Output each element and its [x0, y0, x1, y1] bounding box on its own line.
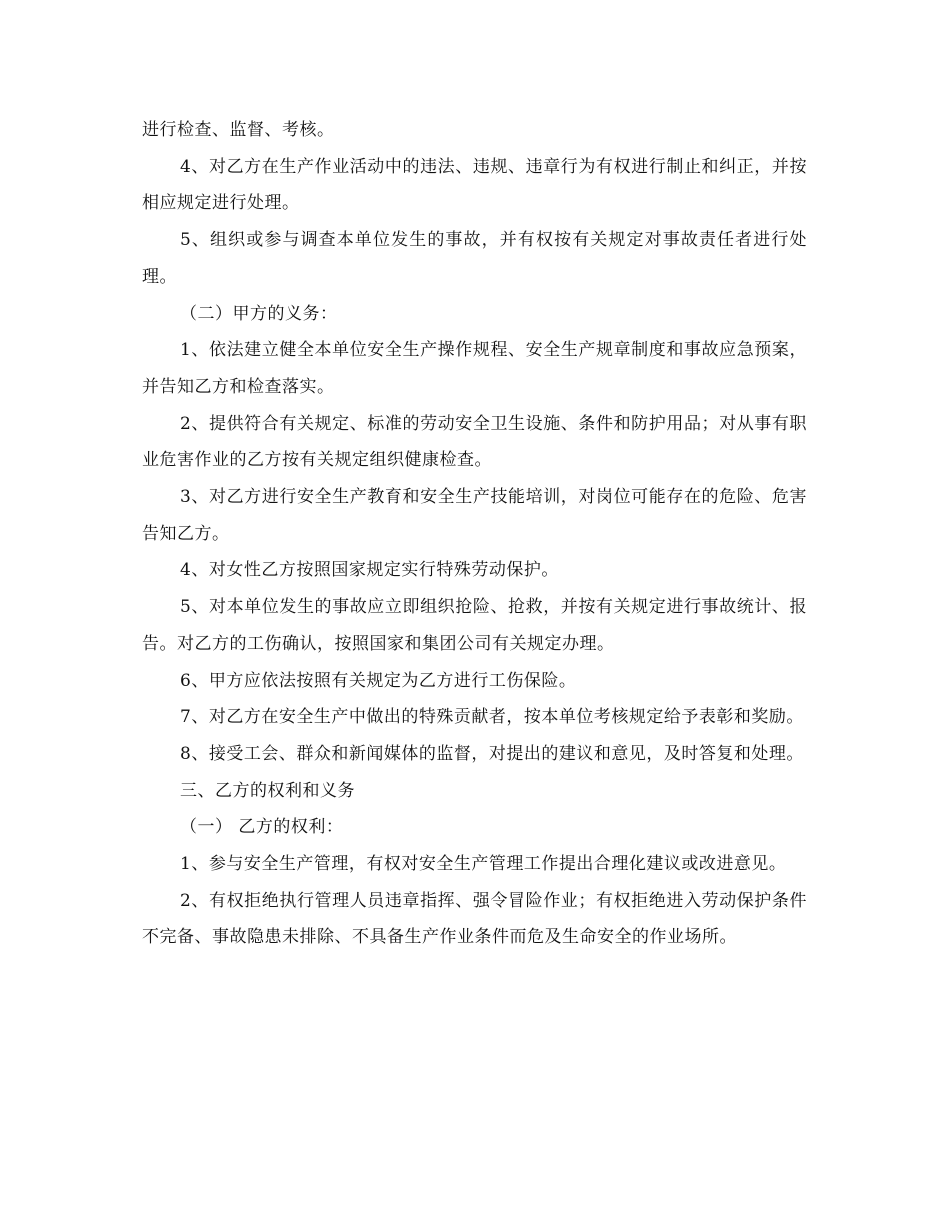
heading-party-b-rights: （一） 乙方的权利： — [180, 817, 344, 838]
paragraph-party-a-obligation-2: 2、提供符合有关规定、标准的劳动安全卫生设施、条件和防护用品；对从事有职业危害作业的乙方按有关规定组织健康检查。 — [142, 413, 807, 471]
heading-party-a-obligations: （二）甲方的义务： — [180, 303, 338, 324]
paragraph-party-a-obligation-3: 3、对乙方进行安全生产教育和安全生产技能培训，对岗位可能存在的危险、危害告知乙方。 — [142, 487, 807, 544]
paragraph-party-a-obligation-6: 6、甲方应依法按照有关规定为乙方进行工伤保险。 — [180, 670, 577, 691]
paragraph-party-a-obligation-4: 4、对女性乙方按照国家规定实行特殊劳动保护。 — [180, 560, 559, 581]
paragraph-party-a-obligation-5: 5、对本单位发生的事故应立即组织抢险、抢救，并按有关规定进行事故统计、报告。对乙方的工伤确认，按照国家和集团公司有关规定办理。 — [142, 597, 807, 654]
paragraph-party-a-obligation-8: 8、接受工会、群众和新闻媒体的监督，对提出的建议和意见，及时答复和处理。 — [180, 743, 804, 764]
paragraph-continuation: 进行检查、监督、考核。 — [142, 120, 335, 140]
paragraph-party-b-right-1: 1、参与安全生产管理，有权对安全生产管理工作提出合理化建议或改进意见。 — [180, 854, 787, 875]
paragraph-party-a-obligation-1: 1、依法建立健全本单位安全生产操作规程、安全生产规章制度和事故应急预案，并告知乙方和检查落实。 — [142, 340, 807, 397]
paragraph-party-a-right-5: 5、组织或参与调查本单位发生的事故，并有权按有关规定对事故责任者进行处理。 — [142, 230, 807, 287]
paragraph-party-a-obligation-7: 7、对乙方在安全生产中做出的特殊贡献者，按本单位考核规定给予表彰和奖励。 — [180, 707, 804, 728]
document-body — [142, 112, 807, 956]
paragraph-party-b-right-2: 2、有权拒绝执行管理人员违章指挥、强令冒险作业；有权拒绝进入劳动保护条件不完备、事故隐患未排除、不具备生产作业条件而危及生命安全的作业场所。 — [142, 890, 807, 948]
paragraph-party-a-right-4: 4、对乙方在生产作业活动中的违法、违规、违章行为有权进行制止和纠正，并按相应规定进行处理。 — [142, 156, 807, 214]
heading-party-b-rights-and-obligations: 三、乙方的权利和义务 — [180, 780, 355, 801]
